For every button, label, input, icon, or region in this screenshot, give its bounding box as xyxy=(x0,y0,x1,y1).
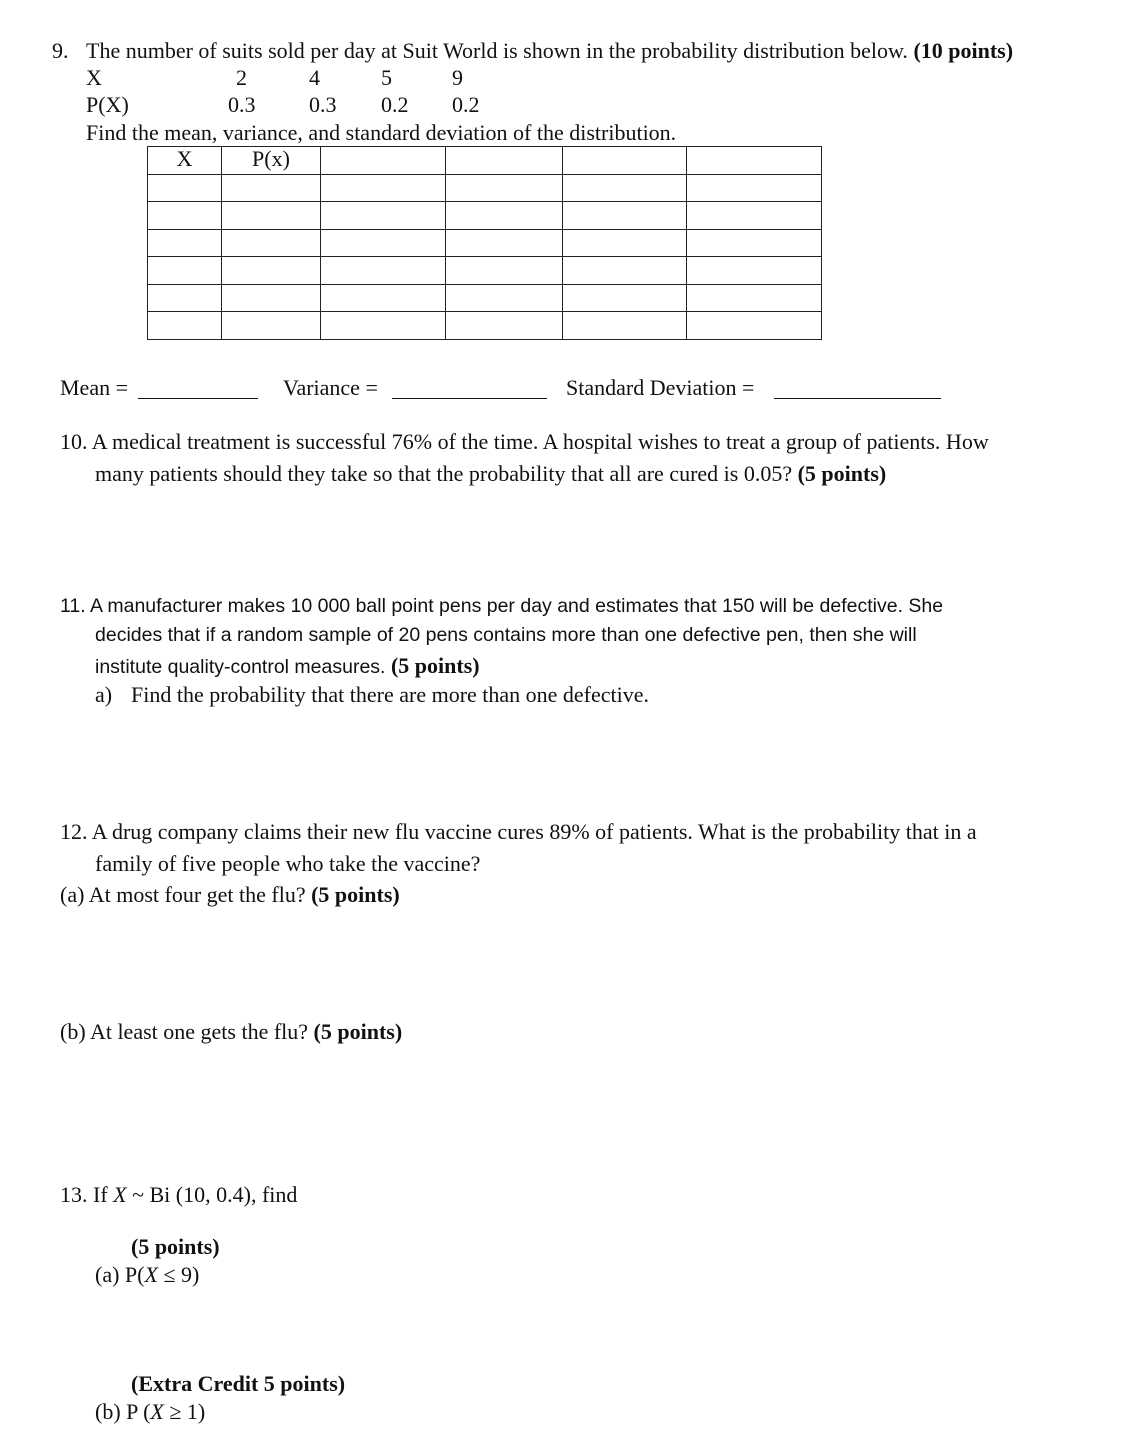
table-header-row xyxy=(148,147,822,175)
q9-number: 9. xyxy=(52,38,69,63)
q12-part-a-points: (5 points) xyxy=(311,882,400,907)
table-cell[interactable] xyxy=(446,284,563,312)
q9-text: The number of suits sold per day at Suit World is shown in the probability distribution below. xyxy=(86,38,908,63)
q13-part-b-label: (b) P ( xyxy=(95,1399,151,1424)
table-cell[interactable] xyxy=(687,284,822,312)
q11-points: (5 points) xyxy=(390,653,480,678)
q12-part-b-points: (5 points) xyxy=(313,1019,403,1044)
table-cell[interactable] xyxy=(687,229,822,257)
q13-part-a-expr: X xyxy=(144,1262,158,1287)
table-header-cell xyxy=(563,147,687,175)
variance-answer-blank[interactable] xyxy=(392,398,547,399)
table-cell[interactable] xyxy=(687,202,822,230)
table-cell[interactable] xyxy=(222,229,321,257)
table-cell[interactable] xyxy=(321,257,446,285)
table-cell[interactable] xyxy=(446,174,563,202)
q13-part-a-tail: ≤ 9) xyxy=(157,1262,200,1287)
table-cell[interactable] xyxy=(687,174,822,202)
q13-rest: ~ Bi (10, 0.4), find xyxy=(126,1182,298,1207)
q10-points: (5 points) xyxy=(797,461,887,486)
dist-px-label: P(X) xyxy=(86,92,129,117)
q13-prefix: 13. If xyxy=(60,1182,114,1207)
table-cell[interactable] xyxy=(222,312,321,340)
table-cell[interactable] xyxy=(222,257,321,285)
q13-variable: X xyxy=(113,1182,127,1207)
table-cell[interactable] xyxy=(148,202,222,230)
q11-part-a-label: a) xyxy=(95,682,113,707)
q9-points: (10 points) xyxy=(913,38,1014,63)
table-cell[interactable] xyxy=(321,229,446,257)
q10-line1: 10. A medical treatment is successful 76% of the time. A hospital wishes to treat a group of patients. How xyxy=(60,429,989,454)
sd-label: Standard Deviation = xyxy=(566,375,755,400)
dist-x-label: X xyxy=(86,65,102,90)
table-cell[interactable] xyxy=(222,284,321,312)
table-cell[interactable] xyxy=(222,202,321,230)
table-cell[interactable] xyxy=(148,257,222,285)
dist-x-value: 5 xyxy=(381,65,392,90)
q11-line2: decides that if a random sample of 20 pens contains more than one defective pen, then she will xyxy=(95,624,917,646)
table-cell[interactable] xyxy=(563,202,687,230)
table-cell[interactable] xyxy=(321,312,446,340)
q12-part-a xyxy=(60,884,400,906)
table-row xyxy=(148,257,822,285)
dist-p-value: 0.3 xyxy=(309,92,337,117)
table-cell[interactable] xyxy=(148,174,222,202)
q13-part-b-tail: ≥ 1) xyxy=(163,1399,206,1424)
table-cell[interactable] xyxy=(148,229,222,257)
table-cell[interactable] xyxy=(222,174,321,202)
q12-line2: family of five people who take the vaccine? xyxy=(95,851,481,876)
q10-line2-wrap xyxy=(95,463,886,485)
q12-line1: 12. A drug company claims their new flu vaccine cures 89% of patients. What is the probability that in a xyxy=(60,819,977,844)
dist-x-value: 2 xyxy=(236,65,247,90)
table-cell[interactable] xyxy=(321,202,446,230)
table-cell[interactable] xyxy=(446,257,563,285)
table-header-cell xyxy=(321,147,446,175)
q13-part-b-expr: X xyxy=(150,1399,164,1424)
table-row xyxy=(148,202,822,230)
table-cell[interactable] xyxy=(446,312,563,340)
q11-line3: institute quality-control measures. xyxy=(95,656,386,678)
table-row xyxy=(148,312,822,340)
table-row xyxy=(148,229,822,257)
table-cell[interactable] xyxy=(321,174,446,202)
table-row xyxy=(148,174,822,202)
mean-label: Mean = xyxy=(60,375,128,400)
table-cell[interactable] xyxy=(446,202,563,230)
mean-answer-blank[interactable] xyxy=(138,398,258,399)
table-cell[interactable] xyxy=(687,312,822,340)
q9-line xyxy=(86,40,1013,62)
q10-line2: many patients should they take so that the probability that all are cured is 0.05? xyxy=(95,461,793,486)
table-cell[interactable] xyxy=(148,312,222,340)
q11-part-a-text: Find the probability that there are more than one defective. xyxy=(131,682,650,707)
table-header-cell: X xyxy=(148,147,222,175)
q13-part-a-points: (5 points) xyxy=(131,1234,220,1259)
q13-part-a xyxy=(95,1264,199,1286)
dist-p-value: 0.2 xyxy=(452,92,480,117)
q12-part-a-text: (a) At most four get the flu? xyxy=(60,882,306,907)
q11-line1: 11. A manufacturer makes 10 000 ball point pens per day and estimates that 150 will be defective. She xyxy=(60,595,944,617)
table-header-cell: P(x) xyxy=(222,147,321,175)
dist-p-value: 0.3 xyxy=(228,92,256,117)
table-cell[interactable] xyxy=(563,229,687,257)
sd-answer-blank[interactable] xyxy=(774,398,941,399)
table-row xyxy=(148,284,822,312)
table-cell[interactable] xyxy=(563,284,687,312)
table-header-cell xyxy=(446,147,563,175)
q13-part-b xyxy=(95,1401,205,1423)
table-cell[interactable] xyxy=(321,284,446,312)
q9-instruction: Find the mean, variance, and standard deviation of the distribution. xyxy=(86,120,677,145)
variance-label: Variance = xyxy=(283,375,378,400)
q13-part-b-points: (Extra Credit 5 points) xyxy=(131,1371,346,1396)
dist-p-value: 0.2 xyxy=(381,92,409,117)
table-cell[interactable] xyxy=(563,312,687,340)
dist-x-value: 4 xyxy=(309,65,320,90)
q13-stem xyxy=(60,1184,297,1206)
table-header-cell xyxy=(687,147,822,175)
dist-x-value: 9 xyxy=(452,65,463,90)
table-cell[interactable] xyxy=(563,257,687,285)
q13-part-a-label: (a) P( xyxy=(95,1262,145,1287)
table-cell[interactable] xyxy=(148,284,222,312)
table-cell[interactable] xyxy=(446,229,563,257)
work-table xyxy=(147,146,822,340)
q12-part-b xyxy=(60,1021,402,1043)
table-cell[interactable] xyxy=(563,174,687,202)
q12-part-b-text: (b) At least one gets the flu? xyxy=(60,1019,309,1044)
table-cell[interactable] xyxy=(687,257,822,285)
q11-line3-wrap xyxy=(95,655,480,678)
